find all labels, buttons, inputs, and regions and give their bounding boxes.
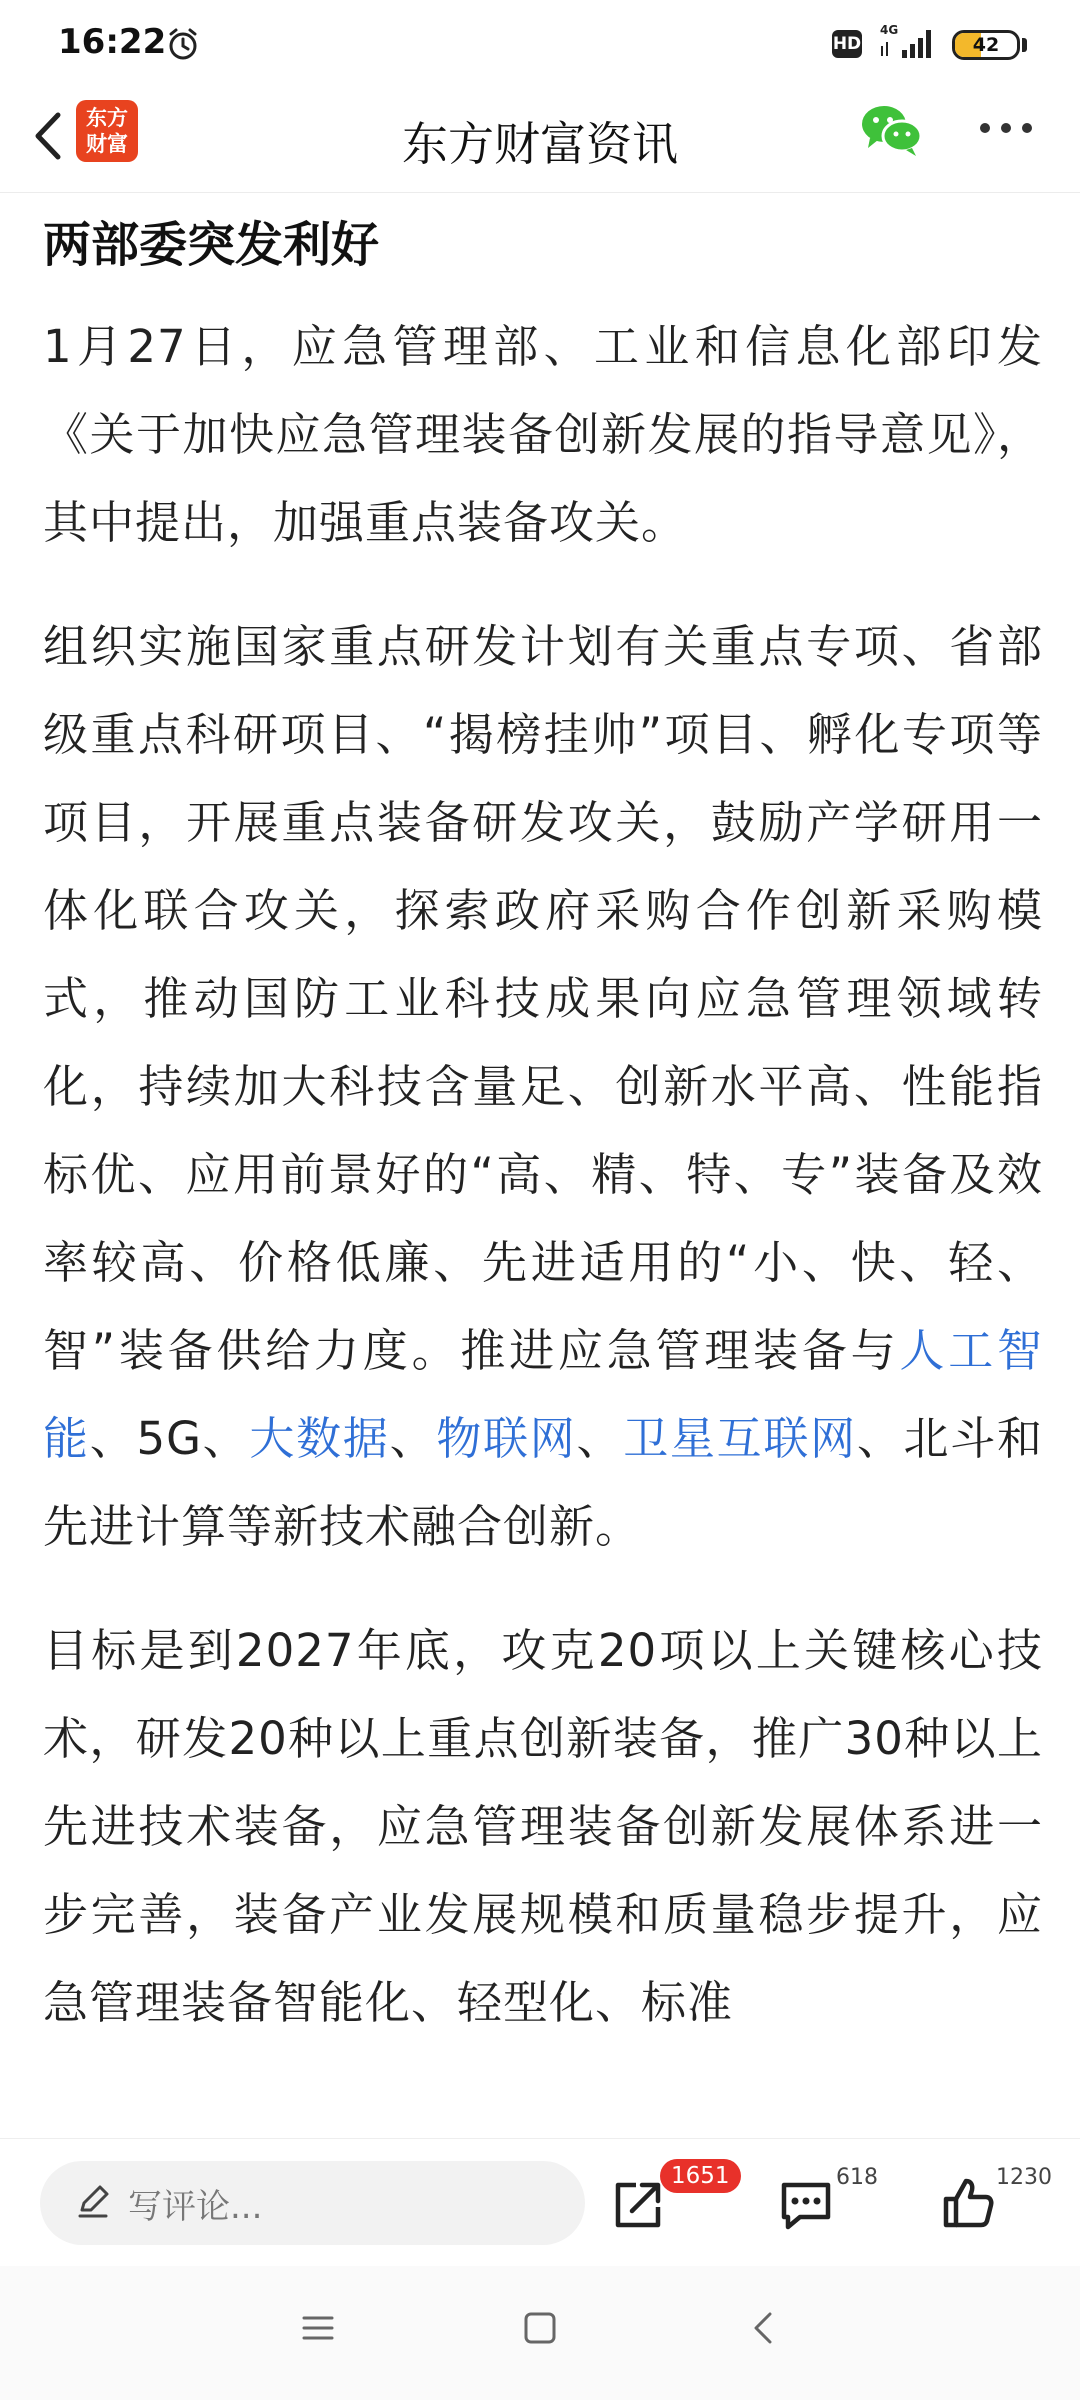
- bottom-action-bar: [0, 2138, 1080, 2266]
- alarm-icon: [165, 26, 201, 66]
- separator-1: 、: [389, 1412, 437, 1465]
- link-bigdata[interactable]: 大数据: [249, 1412, 390, 1465]
- paragraph-2-text-c: 、北斗和先进计算等新技术融合创新。: [43, 1412, 1043, 1553]
- comment-icon: [778, 2179, 834, 2233]
- pencil-icon: [76, 2184, 110, 2222]
- thumbs-up-icon: [940, 2175, 996, 2231]
- paragraph-1: 1月27日，应急管理部、工业和信息化部印发《关于加快应急管理装备创新发展的指导意见》，其中提出，加强重点装备攻关。: [43, 320, 1043, 549]
- signal-icon: [878, 22, 942, 66]
- more-icon[interactable]: [978, 120, 1034, 139]
- app-header: [0, 88, 1080, 193]
- article-body: [43, 193, 1043, 2138]
- link-ai[interactable]: 人工智能: [43, 1324, 1043, 1465]
- like-button[interactable]: [940, 2175, 996, 2235]
- hd-badge: HD: [832, 30, 862, 58]
- separator-2: 、: [576, 1412, 624, 1465]
- logo-line-2: 财富: [86, 132, 128, 156]
- link-satellite-internet[interactable]: 卫星互联网: [623, 1412, 857, 1465]
- logo-line-1: 东方: [86, 106, 128, 130]
- home-icon[interactable]: [522, 2310, 558, 2350]
- wechat-icon[interactable]: [860, 102, 924, 162]
- paragraph-3: 目标是到2027年底，攻克20项以上关键核心技术，研发20种以上重点创新装备，推广30种以上先进技术装备，应急管理装备创新发展体系进一步完善，装备产业发展规模和质量稳步提升，应急管理装备智能化、轻型化、标准: [43, 1624, 1043, 2029]
- paragraph-2: [43, 603, 1043, 1571]
- comments-button[interactable]: [778, 2179, 834, 2237]
- status-time: 16:22: [58, 22, 167, 62]
- system-nav-bar: [0, 2266, 1080, 2400]
- paragraph-2-text-a: 组织实施国家重点研发计划有关重点专项、省部级重点科研项目、“揭榜挂帅”项目、孵化专项等项目，开展重点装备研发攻关，鼓励产学研用一体化联合攻关，探索政府采购合作创新采购模式，推动国防工业科技成果向应急管理领域转化，持续加大科技含量足、创新水平高、性能指标优、应用前景好的“高、精、特、专”装备及效率较高、价格低廉、先进适用的“小、快、轻、智”装备供给力度。推进应急管理装备与: [43, 620, 1043, 1377]
- share-button[interactable]: [610, 2177, 666, 2237]
- share-icon: [610, 2177, 666, 2233]
- battery-percent: 42: [972, 34, 1000, 56]
- page-title: 东方财富资讯: [402, 117, 678, 171]
- share-count-badge: 1651: [660, 2159, 741, 2193]
- like-count: 1230: [996, 2165, 1052, 2190]
- battery-nub: [1022, 38, 1027, 52]
- comment-placeholder: 写评论...: [128, 2186, 263, 2227]
- paragraph-2-text-b: 、5G、: [89, 1412, 250, 1465]
- menu-icon[interactable]: [300, 2310, 336, 2350]
- comment-input[interactable]: [40, 2161, 585, 2245]
- link-iot[interactable]: 物联网: [436, 1412, 577, 1465]
- network-label: 4G: [880, 23, 899, 37]
- article-heading: 两部委突发利好: [43, 217, 380, 273]
- comment-count: 618: [836, 2165, 878, 2190]
- battery-icon: [952, 30, 1020, 60]
- system-back-icon[interactable]: [748, 2310, 778, 2350]
- status-bar: [0, 0, 1080, 88]
